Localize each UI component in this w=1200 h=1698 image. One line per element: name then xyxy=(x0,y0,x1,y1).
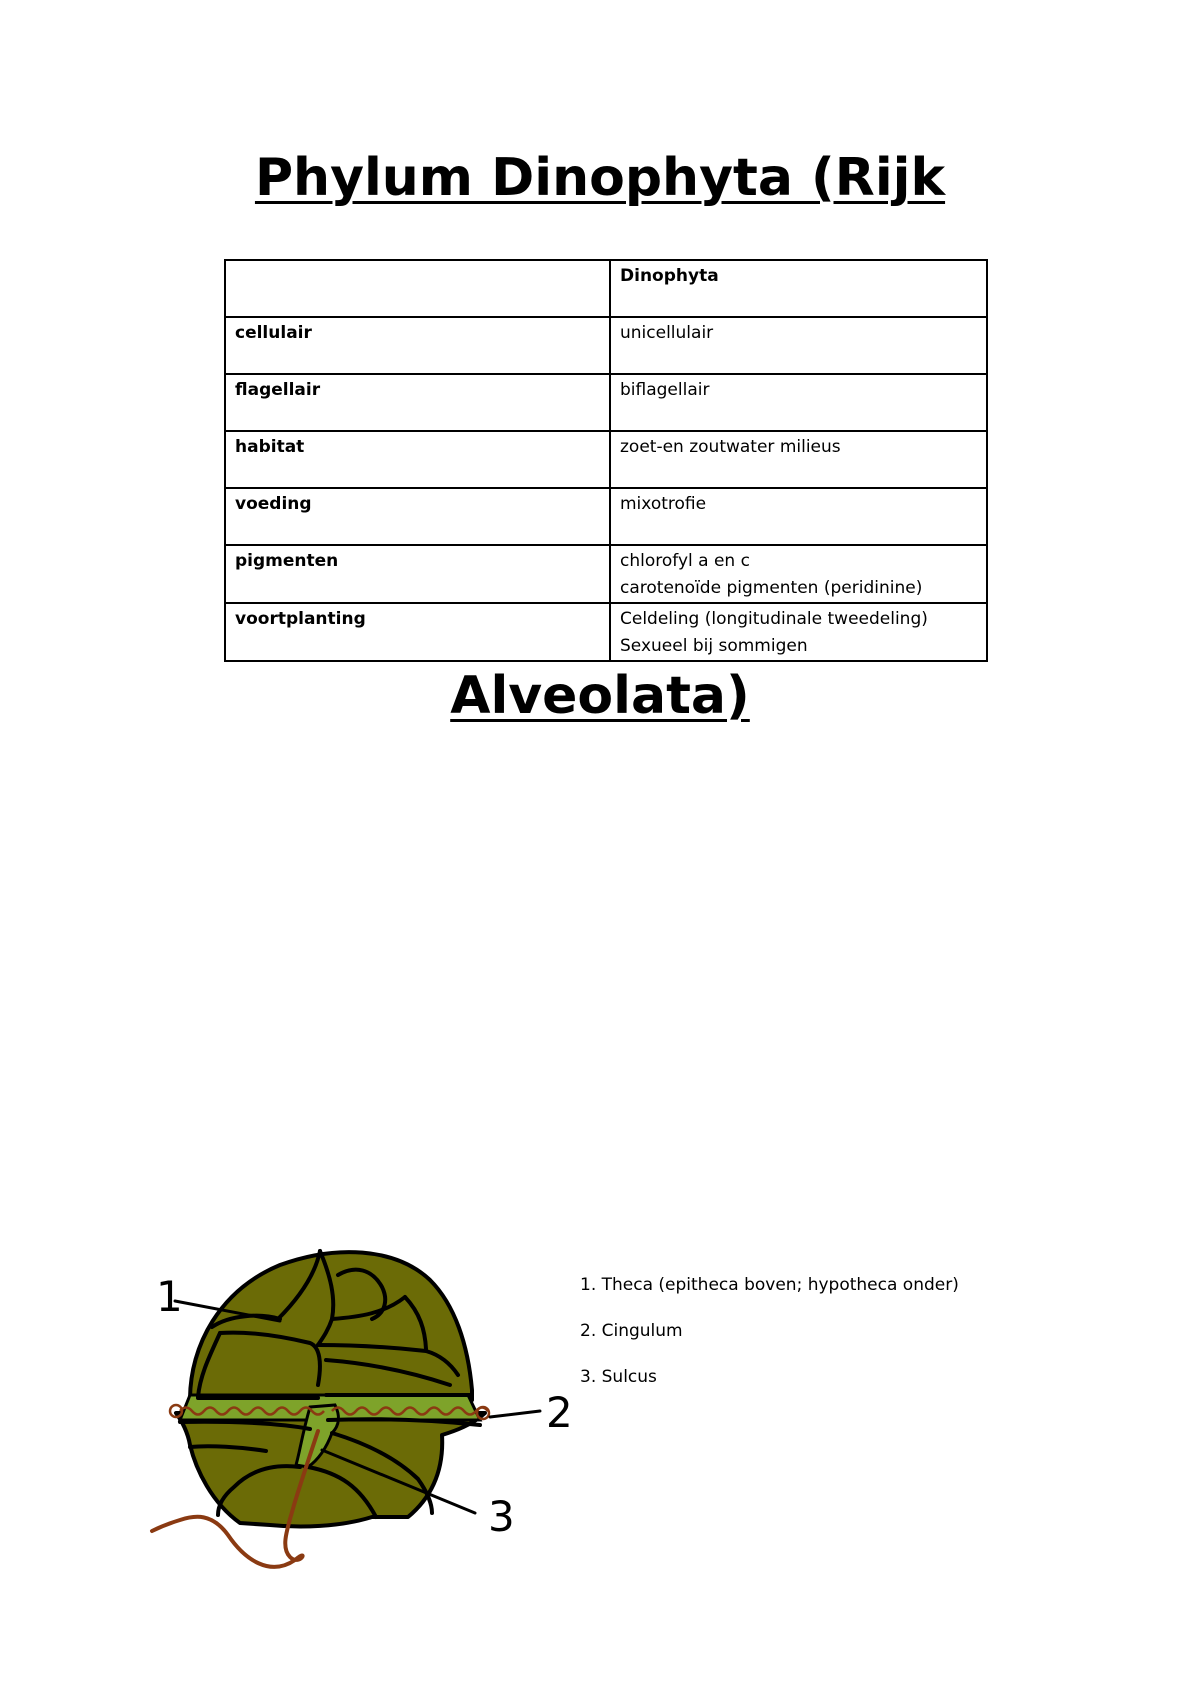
row-value xyxy=(610,488,987,545)
row-value xyxy=(610,374,987,431)
row-value xyxy=(610,545,987,603)
table-header-row xyxy=(225,260,987,317)
row-value-line: biflagellair xyxy=(620,380,710,400)
legend-item: 3. Sulcus xyxy=(580,1367,657,1387)
row-label: pigmenten xyxy=(225,545,610,603)
row-label: cellulair xyxy=(225,317,610,374)
dinoflagellate-diagram xyxy=(150,1235,573,1575)
row-label: flagellair xyxy=(225,374,610,431)
callout-2: 2 xyxy=(546,1388,573,1437)
row-value xyxy=(610,603,987,661)
row-value-line: Celdeling (longitudinale tweedeling) xyxy=(620,609,928,629)
table-row xyxy=(225,603,987,661)
legend-item: 1. Theca (epitheca boven; hypotheca onder) xyxy=(580,1275,959,1295)
row-value-line: unicellulair xyxy=(620,323,714,343)
page-title-line-2: Alveolata) xyxy=(450,666,750,726)
table-row xyxy=(225,374,987,431)
row-value-line: zoet-en zoutwater milieus xyxy=(620,437,841,457)
table-header-cell xyxy=(225,260,610,317)
table-row xyxy=(225,488,987,545)
table-row xyxy=(225,431,987,488)
properties-table xyxy=(224,259,988,662)
table-row xyxy=(225,545,987,603)
row-label: habitat xyxy=(225,431,610,488)
row-label: voortplanting xyxy=(225,603,610,661)
row-value-line: mixotrofie xyxy=(620,494,707,514)
diagram-legend xyxy=(580,1274,959,1412)
row-value-line: chlorofyl a en c xyxy=(620,551,750,571)
page-title-line-1: Phylum Dinophyta (Rijk xyxy=(254,148,946,208)
row-label: voeding xyxy=(225,488,610,545)
table-header-cell: Dinophyta xyxy=(610,260,987,317)
row-value xyxy=(610,317,987,374)
row-value xyxy=(610,431,987,488)
callout-3: 3 xyxy=(488,1492,515,1541)
legend-item: 2. Cingulum xyxy=(580,1321,683,1341)
callout-1: 1 xyxy=(156,1272,183,1321)
row-value-line: Sexueel bij sommigen xyxy=(620,636,808,656)
table-row xyxy=(225,317,987,374)
row-value-line: carotenoïde pigmenten (peridinine) xyxy=(620,578,923,598)
